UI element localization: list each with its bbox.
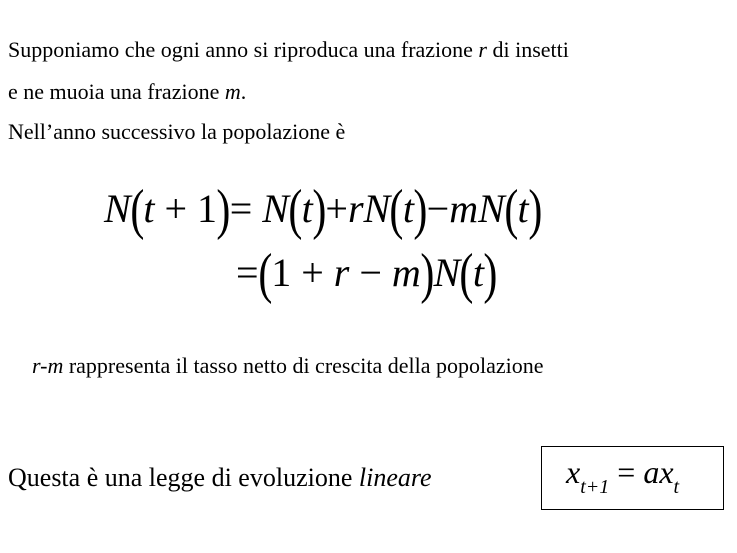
eq-t: t xyxy=(301,186,313,231)
eq-one: 1 xyxy=(271,250,292,295)
eq-N: N xyxy=(363,186,391,231)
eq-rparen: ) xyxy=(216,179,231,241)
eq-rparen: ) xyxy=(312,179,327,241)
eq-N: N xyxy=(262,186,289,231)
formula-eq: = xyxy=(609,454,644,490)
intro-line-2-pre: e ne muoia una frazione xyxy=(8,79,225,104)
eq-rparen: ) xyxy=(527,179,542,241)
eq-one: 1 xyxy=(197,186,218,231)
eq-minus: − xyxy=(359,250,382,295)
intro-line-1 xyxy=(8,34,569,66)
equation-line-2 xyxy=(236,242,497,306)
eq-lparen: ( xyxy=(389,179,404,241)
eq-equals: = xyxy=(229,186,253,231)
intro-line-2 xyxy=(8,76,246,108)
eq-lparen: ( xyxy=(504,179,519,241)
eq-t: t xyxy=(143,186,155,231)
eq-m: m xyxy=(449,186,479,231)
equation-line-1 xyxy=(104,178,541,242)
intro-line-1-post: di insetti xyxy=(486,37,569,62)
eq-t: t xyxy=(402,186,414,231)
intro-line-1-pre: Supponiamo che ogni anno si riproduca una frazione xyxy=(8,37,479,62)
intro-line-3: Nell’anno successivo la popolazione è xyxy=(8,119,346,144)
formula xyxy=(566,452,679,507)
formula-ax: ax xyxy=(643,454,674,490)
eq-rparen: ) xyxy=(420,243,435,305)
rate-note xyxy=(32,350,544,382)
eq-lparen: ( xyxy=(130,179,145,241)
eq-r: r xyxy=(347,186,364,231)
eq-plus: + xyxy=(164,186,188,231)
rate-text: rappresenta il tasso netto di crescita della popolazione xyxy=(63,353,544,378)
intro-line-2-post: . xyxy=(240,79,247,104)
var-r: r xyxy=(478,37,487,62)
eq-N: N xyxy=(478,186,505,231)
eq-rparen: ) xyxy=(413,179,428,241)
formula-sub-rhs: t xyxy=(673,476,680,498)
eq-lparen: ( xyxy=(257,243,272,305)
law-statement xyxy=(8,460,432,496)
eq-N: N xyxy=(433,250,461,295)
eq-r: r xyxy=(333,250,350,295)
eq-plus: + xyxy=(325,186,348,231)
eq-equals: = xyxy=(236,250,259,295)
eq-lparen: ( xyxy=(288,179,303,241)
rate-term: r-m xyxy=(32,353,64,378)
var-m: m xyxy=(224,79,241,104)
eq-N: N xyxy=(104,186,131,231)
eq-rparen: ) xyxy=(483,243,498,305)
law-pre: Questa è una legge di evoluzione xyxy=(8,463,359,492)
formula-x: x xyxy=(566,454,581,490)
eq-m: m xyxy=(391,250,421,295)
eq-minus: − xyxy=(426,186,450,231)
eq-t: t xyxy=(517,186,529,231)
eq-plus: + xyxy=(301,250,324,295)
formula-sub-lhs: t+1 xyxy=(580,476,610,498)
eq-t: t xyxy=(472,250,484,295)
eq-lparen: ( xyxy=(459,243,474,305)
law-emph: lineare xyxy=(358,463,432,492)
